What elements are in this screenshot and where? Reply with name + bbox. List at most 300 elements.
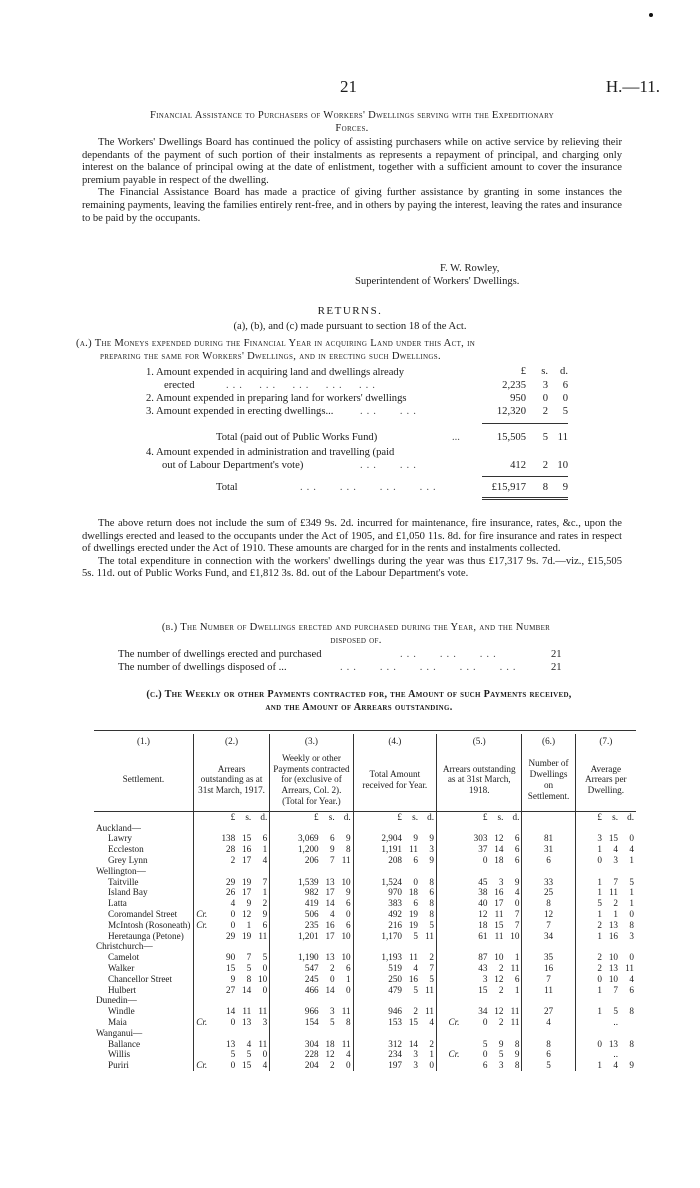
- shillings: 4: [413, 962, 419, 973]
- shillings: 13: [608, 919, 618, 930]
- settlement-label: Eccleston: [108, 844, 144, 855]
- settlement-label: Coromandel Street: [108, 908, 178, 919]
- empty-cell: [437, 1028, 522, 1039]
- dwellings-count: 6: [546, 854, 551, 865]
- col-header-settlement: Settlement.: [94, 751, 193, 811]
- table-row: [94, 1039, 636, 1050]
- average-arrears-cell: [575, 963, 636, 974]
- pounds: 208: [388, 854, 403, 865]
- shillings: 8: [246, 973, 252, 984]
- pence: 11: [510, 962, 520, 973]
- col-number: (4.): [353, 734, 436, 751]
- pence: 8: [514, 1060, 520, 1071]
- dwellings-count: 6: [546, 1049, 551, 1060]
- section-a-item-4-line1: 4. Amount expended in administration and travelling (paid: [146, 447, 395, 458]
- total-received-cell: [353, 952, 436, 963]
- shillings: 0: [330, 973, 335, 984]
- pounds: 419: [304, 898, 319, 909]
- returns-title: RETURNS.: [317, 305, 383, 317]
- pence: 0: [629, 908, 634, 919]
- pounds: 1,170: [381, 930, 403, 941]
- dwellings-count: 11: [544, 984, 553, 995]
- notes: [82, 518, 622, 581]
- arrears-1918-cell: [437, 877, 522, 888]
- section-c-heading-line1: (c.) The Weekly or other Payments contracted for, the Amount of such Payments received,: [146, 689, 572, 700]
- arrears-1918-cell: [437, 931, 522, 942]
- pounds: 5: [597, 898, 602, 909]
- unit-pounds: £: [482, 811, 488, 822]
- pounds: 1: [597, 1060, 602, 1071]
- pounds: 506: [304, 908, 319, 919]
- shillings: 3: [613, 854, 618, 865]
- pounds: 1: [597, 930, 602, 941]
- table-row: [94, 1006, 636, 1017]
- average-arrears-cell: [575, 887, 636, 898]
- shillings: 4: [613, 1060, 618, 1071]
- average-arrears-cell: [575, 855, 636, 866]
- pence: 4: [629, 973, 634, 984]
- pence: 5: [629, 876, 634, 887]
- section-a-item-3-label: 3. Amount expended in erecting dwellings...: [146, 406, 334, 417]
- col-header-payments-contracted: Weekly or other Payments contracted for (exclusive of Arrears, Col. 2). (Total for Year.): [270, 751, 353, 811]
- column-number-row: [94, 734, 636, 751]
- pence: 8: [429, 898, 435, 909]
- dwellings-count: 33: [543, 876, 554, 887]
- shillings: 9: [246, 898, 252, 909]
- pence: 10: [341, 876, 351, 887]
- shillings: 0: [413, 876, 419, 887]
- payments-contracted-cell: [270, 1039, 353, 1050]
- pounds: 1,193: [381, 952, 403, 963]
- settlement-label: Grey Lynn: [108, 854, 148, 865]
- pence: 9: [262, 908, 268, 919]
- dwellings-cell: [522, 887, 575, 898]
- amount-pence: 0: [562, 393, 568, 404]
- section-title-line2: Forces.: [335, 122, 369, 134]
- pence: 11: [341, 854, 351, 865]
- settlement-name: [94, 1039, 193, 1050]
- pence: 9: [514, 1049, 520, 1060]
- shillings: 6: [330, 833, 335, 844]
- empty-cell: [437, 823, 522, 834]
- settlement-label: Latta: [108, 898, 127, 909]
- shillings: 11: [242, 1006, 252, 1017]
- pence: 4: [429, 1016, 435, 1027]
- pounds: 0: [230, 1060, 236, 1071]
- table-top-rule: [94, 730, 636, 731]
- arrears-1918-cell: [437, 920, 522, 931]
- pounds: 966: [304, 1006, 319, 1017]
- empty-cell: [193, 823, 269, 834]
- settlement-group-name: [94, 866, 193, 877]
- shillings: 7: [613, 984, 618, 995]
- dwellings-count: 7: [546, 973, 551, 984]
- table-row: [94, 1017, 636, 1028]
- unit-shillings: s.: [541, 366, 548, 377]
- unit-pounds: £: [314, 811, 319, 822]
- total-received-cell: [353, 855, 436, 866]
- settlement-name: [94, 1049, 193, 1060]
- pounds: 18: [478, 919, 488, 930]
- amount-pounds: £15,917: [491, 482, 526, 493]
- amount-pounds: 412: [510, 460, 526, 471]
- empty-cell: [193, 995, 269, 1006]
- arrears-1917-cell: [193, 1060, 269, 1071]
- section-a-subtotal-label: Total (paid out of Public Works Fund): [216, 432, 378, 443]
- total-rule-bottom: [482, 497, 568, 498]
- shillings: 2: [498, 1016, 504, 1027]
- dwellings-count: 12: [543, 908, 554, 919]
- section-a-item-1-line2: erected: [164, 380, 195, 391]
- arrears-1918-cell: [437, 833, 522, 844]
- settlement-label: McIntosh (Rosoneath): [108, 919, 191, 930]
- pence: 1: [629, 898, 634, 909]
- pence: 0: [429, 1060, 435, 1071]
- table-row: [94, 974, 636, 985]
- arrears-1917-cell: [193, 985, 269, 996]
- unit-cell: [437, 811, 522, 822]
- empty-cell: [270, 1028, 353, 1039]
- pounds: 0: [230, 919, 236, 930]
- average-arrears-cell: [575, 952, 636, 963]
- returns-subtitle: (a), (b), and (c) made pursuant to section 18 of the Act.: [233, 321, 467, 332]
- average-arrears-cell: [575, 1039, 636, 1050]
- pence: 8: [346, 1016, 351, 1027]
- pence: 3: [429, 844, 435, 855]
- arrears-1917-cell: [193, 963, 269, 974]
- pounds: 29: [226, 930, 236, 941]
- pounds: 1: [597, 876, 602, 887]
- pounds: 1: [597, 844, 602, 855]
- pounds: 250: [388, 973, 403, 984]
- dwellings-cell: [522, 877, 575, 888]
- section-a-item-2-amount: [478, 393, 568, 404]
- pence: 2: [262, 898, 268, 909]
- total-received-cell: [353, 1039, 436, 1050]
- leader-dots: ...: [452, 432, 460, 443]
- table-group-row: [94, 866, 636, 877]
- shillings: 7: [330, 854, 335, 865]
- pounds: 547: [304, 962, 319, 973]
- pence: 1: [262, 844, 268, 855]
- settlement-name: [94, 833, 193, 844]
- total-rule-double: [482, 499, 568, 500]
- col-header-average-arrears: Average Arrears per Dwelling.: [575, 751, 636, 811]
- leader-dots: ... ... ... ...: [300, 482, 440, 493]
- pounds: 138: [221, 833, 236, 844]
- empty-cell: [575, 866, 636, 877]
- shillings: 19: [408, 908, 419, 919]
- pounds: 37: [478, 844, 488, 855]
- dwellings-cell: [522, 844, 575, 855]
- empty-cell: [575, 823, 636, 834]
- shillings: 11: [609, 887, 618, 898]
- shillings: 16: [494, 887, 504, 898]
- shillings: 1: [246, 919, 252, 930]
- table-row: [94, 898, 636, 909]
- settlement-group-name: [94, 941, 193, 952]
- signature-title: Superintendent of Workers' Dwellings.: [355, 276, 520, 287]
- arrears-1917-cell: [193, 1017, 269, 1028]
- shillings: 5: [330, 1016, 335, 1027]
- section-a-item-4-amount: [478, 460, 568, 471]
- pounds: 0: [482, 1049, 488, 1060]
- pence: 7: [429, 962, 435, 973]
- table-row: [94, 909, 636, 920]
- dwellings-count: 27: [543, 1006, 554, 1017]
- credit-marker: Cr.: [196, 908, 208, 919]
- shillings: 11: [494, 930, 504, 941]
- total-received-cell: [353, 920, 436, 931]
- unit-shillings: s.: [245, 811, 252, 822]
- arrears-1917-cell: [193, 974, 269, 985]
- amount-pounds: 950: [510, 393, 526, 404]
- dwellings-cell: [522, 931, 575, 942]
- empty-cell: [522, 941, 575, 952]
- unit-pence: d.: [260, 811, 268, 822]
- settlement-label: Taitville: [108, 876, 139, 887]
- column-header-row: [94, 751, 636, 811]
- payments-contracted-cell: [270, 1049, 353, 1060]
- pence: 0: [262, 984, 268, 995]
- pence: 6: [346, 962, 351, 973]
- table-row: [94, 855, 636, 866]
- shillings: 13: [608, 1038, 618, 1049]
- unit-shillings: s.: [412, 811, 419, 822]
- shillings: 15: [242, 1060, 252, 1071]
- arrears-1917-cell: [193, 844, 269, 855]
- shillings: 18: [494, 854, 504, 865]
- section-b-heading: [76, 622, 636, 647]
- total-received-cell: [353, 898, 436, 909]
- pence: 7: [514, 908, 520, 919]
- table-row: [94, 887, 636, 898]
- arrears-1918-cell: [437, 887, 522, 898]
- shillings: 17: [325, 930, 335, 941]
- settlement-label: Chancellor Street: [108, 973, 173, 984]
- table-group-row: [94, 823, 636, 834]
- arrears-1918-cell: [437, 974, 522, 985]
- shillings: 9: [413, 833, 419, 844]
- table-row: [94, 877, 636, 888]
- unit-pence: d.: [560, 366, 568, 377]
- pounds: 154: [304, 1016, 319, 1027]
- paragraph-assistance-board: The Financial Assistance Board has made a practice of giving further assistance by granting in some instances the remaining payments, leaving the families entirely rent-free, and in others by paying the interest, leaving the rates and insurance to be paid by the occupants.: [82, 187, 622, 224]
- dwellings-count: 81: [543, 833, 554, 844]
- pounds: 312: [388, 1038, 403, 1049]
- amount-pence: 6: [562, 380, 568, 391]
- pence: 7: [514, 919, 520, 930]
- empty-cell: [522, 1028, 575, 1039]
- amount-pence: 5: [562, 406, 568, 417]
- shillings: 14: [325, 984, 335, 995]
- settlement-name: [94, 931, 193, 942]
- shillings: 19: [242, 876, 252, 887]
- amount-pence: 10: [557, 460, 568, 471]
- pounds: 3: [482, 973, 488, 984]
- settlement-name: [94, 887, 193, 898]
- empty-cell: [437, 866, 522, 877]
- empty-cell: [437, 941, 522, 952]
- section-a-heading-line1: (a.) The Moneys expended during the Financial Year in acquiring Land under this Act, in: [76, 338, 476, 349]
- pence: 0: [262, 962, 268, 973]
- shillings: 15: [408, 1016, 419, 1027]
- unit-pounds: £: [597, 811, 602, 822]
- pounds: 492: [388, 908, 403, 919]
- shillings: 13: [242, 1016, 252, 1027]
- pounds: 5: [230, 1049, 236, 1060]
- average-arrears-cell: [575, 877, 636, 888]
- amount-shillings: 5: [542, 432, 548, 443]
- empty-cell: [575, 941, 636, 952]
- pence: 6: [346, 919, 351, 930]
- shillings: 11: [409, 844, 419, 855]
- pounds: 38: [478, 887, 488, 898]
- pence: 1: [346, 973, 351, 984]
- shillings: 15: [608, 833, 618, 844]
- pounds: 13: [226, 1038, 236, 1049]
- pence: 8: [629, 1038, 634, 1049]
- pence: 11: [258, 930, 268, 941]
- section-a-item-2-label: 2. Amount expended in preparing land for workers' dwellings: [146, 393, 407, 404]
- col-header-arrears-1917: Arrears outstanding as at 31st March, 1917.: [193, 751, 269, 811]
- subtotal-rule: [482, 423, 568, 424]
- table-row: [94, 931, 636, 942]
- group-label: Wellington—: [96, 865, 146, 876]
- total-rule-top: [482, 476, 568, 477]
- pence: 9: [629, 1060, 634, 1071]
- pence: 8: [429, 908, 435, 919]
- arrears-1917-cell: [193, 877, 269, 888]
- pence: 8: [629, 1006, 634, 1017]
- shillings: 2: [330, 1060, 335, 1071]
- pounds: 519: [388, 962, 403, 973]
- col-number: (7.): [599, 736, 613, 746]
- dwellings-cell: [522, 909, 575, 920]
- shillings: 4: [330, 908, 335, 919]
- shillings: 10: [608, 952, 618, 963]
- pounds: 15: [478, 984, 488, 995]
- pounds: 28: [226, 844, 236, 855]
- dwellings-cell: [522, 963, 575, 974]
- pence: 9: [346, 833, 351, 844]
- unit-cell: [353, 811, 436, 822]
- unit-cell: [270, 811, 353, 822]
- pounds: 1,524: [381, 876, 403, 887]
- settlement-label: Ballance: [108, 1038, 141, 1049]
- credit-marker: Cr.: [196, 1060, 208, 1071]
- average-arrears-cell: [575, 1049, 636, 1060]
- section-c-heading: [76, 689, 642, 714]
- shillings: 2: [498, 984, 504, 995]
- dwellings-cell: [522, 833, 575, 844]
- pence: 1: [514, 984, 520, 995]
- credit-marker: Cr.: [196, 919, 208, 930]
- shillings: 15: [494, 919, 504, 930]
- pounds: 4: [230, 898, 236, 909]
- pence: 0: [514, 898, 520, 909]
- shillings: 14: [242, 984, 252, 995]
- pounds: 0: [230, 1016, 236, 1027]
- pounds: 216: [388, 919, 403, 930]
- pence: 6: [346, 898, 351, 909]
- pounds: 479: [388, 984, 403, 995]
- arrears-1917-cell: [193, 920, 269, 931]
- page-number: 21: [340, 77, 357, 96]
- shillings: 16: [242, 844, 252, 855]
- unit-pounds: £: [230, 811, 236, 822]
- section-a-subtotal-amount: [478, 432, 568, 443]
- table-row: [94, 833, 636, 844]
- average-arrears-cell: [575, 1060, 636, 1071]
- empty-cell: [353, 941, 436, 952]
- unit-pence: d.: [512, 811, 520, 822]
- amount-shillings: 0: [542, 393, 548, 404]
- pence: 11: [341, 1006, 351, 1017]
- pence: 3: [262, 1016, 268, 1027]
- table-row: [94, 963, 636, 974]
- average-arrears-cell: [575, 1006, 636, 1017]
- unit-row: [94, 811, 636, 822]
- arrears-1918-cell: [437, 1060, 522, 1071]
- arrears-1918-cell: [437, 1039, 522, 1050]
- group-label: Dunedin—: [96, 995, 137, 1006]
- arrears-1917-cell: [193, 1039, 269, 1050]
- payments-contracted-cell: [270, 920, 353, 931]
- table-row: [94, 920, 636, 931]
- pounds: 12: [478, 908, 488, 919]
- pence: 1: [514, 952, 520, 963]
- pence: 6: [514, 833, 520, 844]
- pounds: 90: [226, 952, 236, 963]
- average-arrears-cell: [575, 974, 636, 985]
- payments-table: [94, 734, 636, 1071]
- pounds: 383: [388, 898, 403, 909]
- arrears-1917-cell: [193, 833, 269, 844]
- unit-cell: [193, 811, 269, 822]
- pounds: 29: [226, 876, 236, 887]
- pounds: 304: [304, 1038, 319, 1049]
- col-header-arrears-1918: Arrears outstanding as at 31st March, 1918.: [437, 751, 522, 811]
- shillings: 11: [409, 952, 419, 963]
- shillings: 13: [608, 962, 618, 973]
- shillings: 3: [330, 1006, 335, 1017]
- shillings: 9: [330, 844, 335, 855]
- unit-pounds: £: [397, 811, 403, 822]
- page-mark: [649, 13, 653, 17]
- shillings: 3: [413, 1049, 419, 1060]
- total-received-cell: [353, 931, 436, 942]
- payments-contracted-cell: [270, 974, 353, 985]
- pence: 5: [429, 919, 435, 930]
- pounds: 3: [597, 833, 602, 844]
- pence: 11: [625, 962, 634, 973]
- shillings: 18: [325, 1038, 335, 1049]
- dwellings-count: 5: [546, 1060, 551, 1071]
- shillings: 12: [494, 973, 504, 984]
- shillings: 4: [246, 1038, 252, 1049]
- col-number: (3.): [270, 734, 353, 751]
- pounds: 206: [304, 854, 319, 865]
- shillings: 12: [325, 1049, 335, 1060]
- settlement-group-name: [94, 823, 193, 834]
- dwellings-cell: [522, 1039, 575, 1050]
- shillings: 14: [325, 898, 335, 909]
- settlement-name: [94, 877, 193, 888]
- amount-shillings: 2: [542, 406, 548, 417]
- pence: 6: [629, 984, 634, 995]
- shillings: 4: [613, 844, 618, 855]
